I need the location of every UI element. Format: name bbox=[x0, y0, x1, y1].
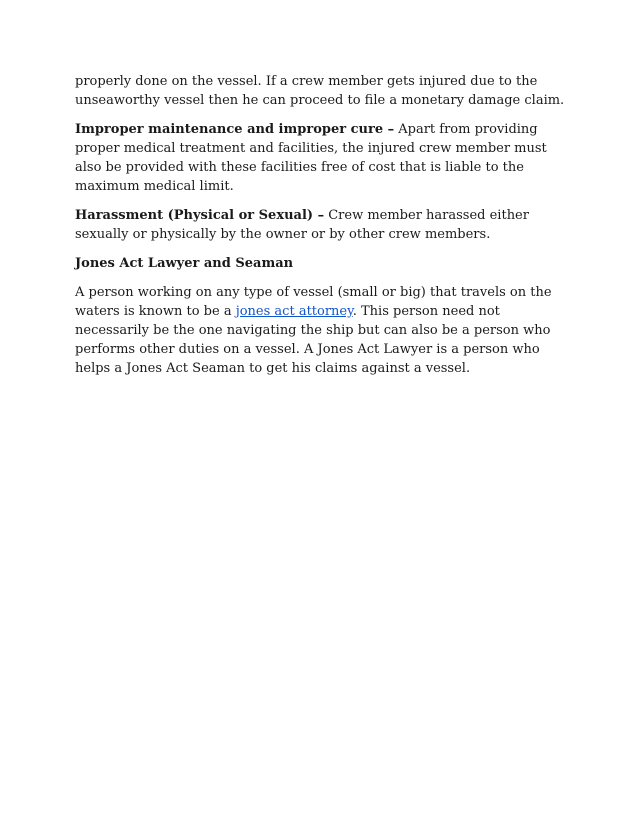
document-body bbox=[75, 72, 565, 388]
section-heading: Jones Act Lawyer and Seaman bbox=[75, 256, 294, 271]
paragraph-unseaworthy: properly done on the vessel. If a crew member gets injured due to the unseaworthy vessel then he can proceed to file a monetary damage claim. bbox=[75, 74, 565, 108]
term-maintenance-cure: Improper maintenance and improper cure – bbox=[75, 122, 395, 137]
paragraph-lawyer-seaman bbox=[75, 283, 565, 378]
paragraph-maintenance-cure bbox=[75, 120, 565, 196]
lawyer-text-before: A person working on any type of vessel (small or big) that travels on the waters is known to be a bbox=[75, 285, 552, 319]
lawyer-text-after: . This person need not necessarily be the one navigating the ship but can also be a person who performs other duties on a vessel. A Jones Act Lawyer is a person who helps a Jones Act Seaman to get his claims against a vessel. bbox=[75, 304, 551, 376]
jones-act-attorney-link[interactable]: jones act attorney bbox=[235, 304, 353, 319]
harassment-text: Crew member harassed either sexually or physically by the owner or by other crew members. bbox=[75, 208, 529, 242]
term-harassment: Harassment (Physical or Sexual) – bbox=[75, 208, 325, 223]
maintenance-cure-text: Apart from providing proper medical treatment and facilities, the injured crew member must also be provided with these facilities free of cost that is liable to the maximum medical limit. bbox=[75, 122, 547, 194]
paragraph-harassment bbox=[75, 206, 565, 244]
